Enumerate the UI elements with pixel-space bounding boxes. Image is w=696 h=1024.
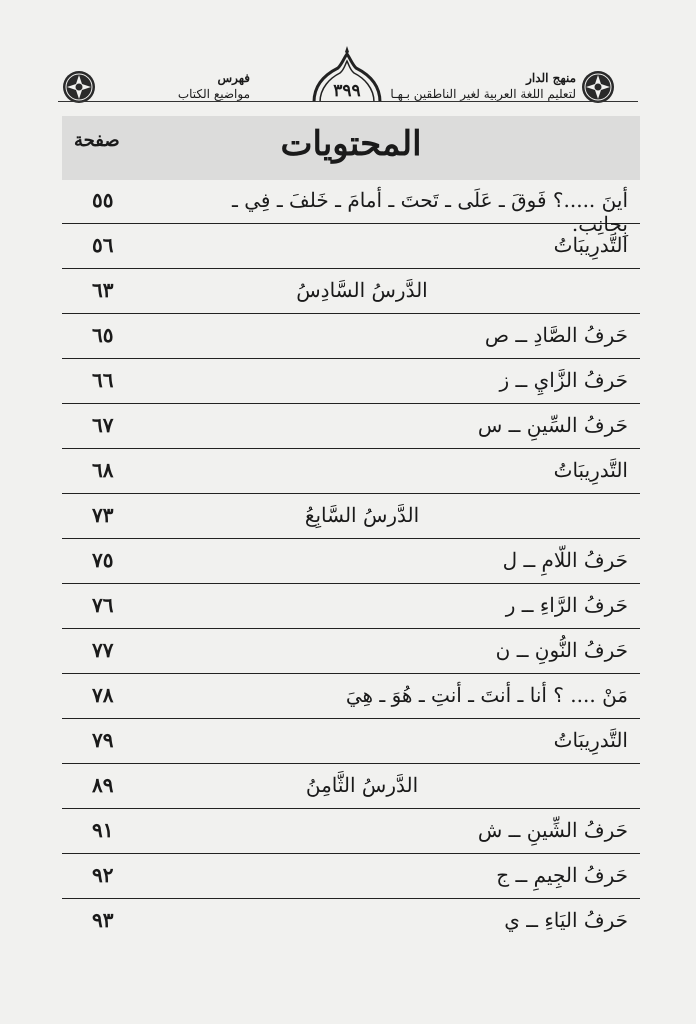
toc-entry-text: التَّدرِيبَاتُ [553,458,628,482]
toc-entry-page: ٥٦ [92,233,114,257]
toc-entry-text: حَرفُ الصَّادِ ــ ص [484,323,628,347]
toc-entry-text: حَرفُ الشِّينِ ــ ش [477,818,628,842]
page-column-label: صفحة [74,130,120,151]
toc-entry-page: ٧٥ [92,548,114,572]
toc-row[interactable] [62,360,640,404]
rosette-ornament-icon [62,70,96,104]
toc-entry-page: ٥٥ [92,188,114,212]
header-right-subtitle: لتعليم اللغة العربية لغير الناطقين بـهـا [390,87,576,101]
toc-entry-page: ٩١ [92,818,114,842]
header-divider [58,101,638,102]
toc-entry-page: ٩٣ [92,908,114,932]
toc-entry-text: التَّدرِيبَاتُ [553,728,628,752]
toc-entry-text: التَّدرِيبَاتُ [553,233,628,257]
toc-entry-page: ٨٩ [92,773,114,797]
toc-entry-page: ٧٨ [92,683,114,707]
toc-row[interactable] [62,450,640,494]
header-right-title: منهج الدار [526,71,576,85]
toc-entry-text: حَرفُ الرَّاءِ ــ ر [505,593,628,617]
toc-entry-text: حَرفُ الزَّايِ ــ ز [499,368,628,392]
toc-row[interactable] [62,405,640,449]
header-left [100,70,250,102]
toc-entry-page: ٩٢ [92,863,114,887]
toc-entry-text: حَرفُ اليَاءِ ــ ي [504,908,628,932]
toc-section-row[interactable] [62,495,640,539]
toc-entry-page: ٧٧ [92,638,114,662]
toc-entry-page: ٦٦ [92,368,114,392]
toc-entry-page: ٦٨ [92,458,114,482]
toc-section-row[interactable] [62,765,640,809]
header-right [380,70,576,102]
toc-row[interactable] [62,225,640,269]
header-left-title: فهرس [217,71,250,85]
toc-row[interactable] [62,540,640,584]
toc-entry-page: ٧٩ [92,728,114,752]
rosette-ornament-icon [581,70,615,104]
toc-row[interactable] [62,630,640,674]
toc-entry-text: حَرفُ السِّينِ ــ س [477,413,628,437]
header-left-subtitle: مواضيع الكتاب [177,87,250,101]
toc-entry-page: ٦٣ [92,278,114,302]
toc-row[interactable] [62,180,640,236]
toc-row[interactable] [62,315,640,359]
toc-entry-text: حَرفُ الجِيمِ ــ ج [496,863,628,887]
toc-section-text: الدَّرسُ السَّابِعُ [304,503,420,527]
toc-entry-page: ٧٣ [92,503,114,527]
toc-row[interactable] [62,900,640,944]
toc-section-text: الدَّرسُ السَّادِسُ [296,278,428,302]
toc-row[interactable] [62,585,640,629]
toc-title: المحتويات [280,124,422,164]
page-number: ٣٩٩ [333,81,361,101]
toc-entry-page: ٧٦ [92,593,114,617]
toc-row[interactable] [62,675,640,719]
toc-row[interactable] [62,855,640,899]
toc-entry-text: حَرفُ النُّونِ ــ ن [495,638,628,662]
toc-entry-page: ٦٥ [92,323,114,347]
toc-entry-text: أينَ .....؟ فَوقَ ـ عَلَى ـ تَحتَ ـ أمامَ ـ خَلفَ ـ فِي ـ بِجانِب. [232,188,628,236]
toc-entry-text: حَرفُ اللّامِ ــ ل [502,548,628,572]
toc-section-row[interactable] [62,270,640,314]
toc-section-text: الدَّرسُ الثَّامِنُ [305,773,419,797]
toc-entry-page: ٦٧ [92,413,114,437]
toc-row[interactable] [62,810,640,854]
toc-row[interactable] [62,720,640,764]
toc-entry-text: مَنْ .... ؟ أنا ـ أنتَ ـ أنتِ ـ هُوَ ـ هِيَ [345,683,628,707]
